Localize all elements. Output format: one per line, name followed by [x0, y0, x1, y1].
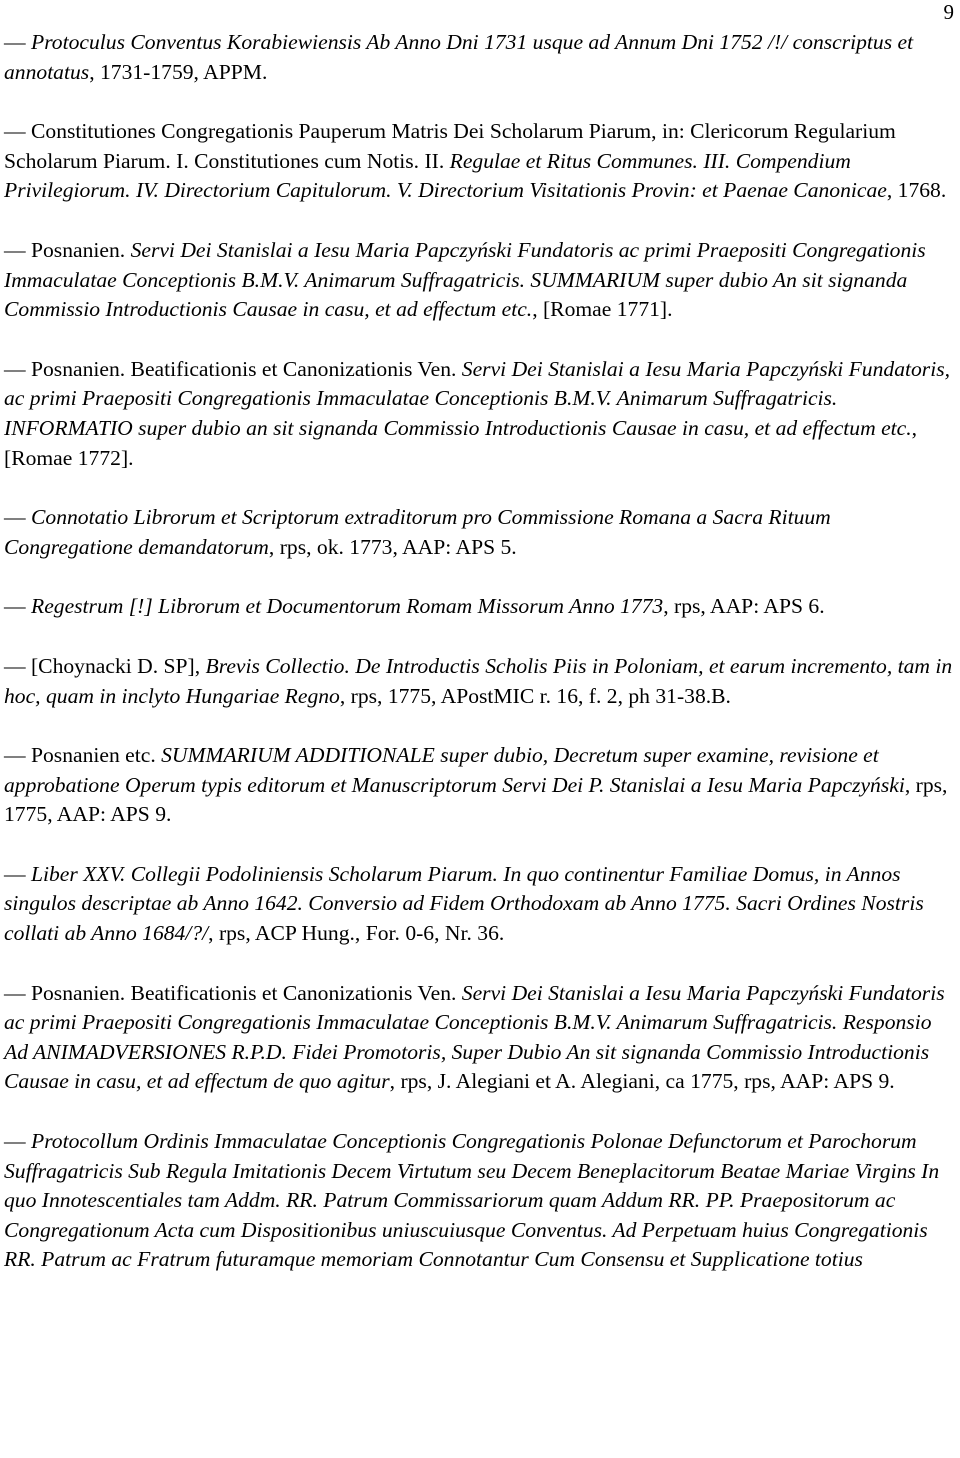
entry-text: — Posnanien.	[4, 237, 131, 262]
entry-title-italic: Regestrum [!] Librorum et Documentorum Romam Missorum Anno 1773	[31, 594, 664, 619]
entry-title-italic: Connotatio Librorum et Scriptorum extraditorum pro Commissione Romana a Sacra Rituum Congregatione demandatorum	[4, 505, 831, 559]
entry-text: , rps, ok. 1773, AAP: APS 5.	[268, 534, 517, 559]
entry-title-italic: Liber XXV. Collegii Podoliniensis Scholarum Piarum. In quo continentur Familiae Domus, in Annos singulos descriptae ab Anno 1642. Conversio ad Fidem Orthodoxam ab Anno 1775. Sacri Ordines Nostris collati ab Anno 1684/?/	[4, 861, 924, 946]
bibliography-entry	[4, 652, 956, 711]
entry-title-italic: SUMMARIUM ADDITIONALE super dubio, Decretum super examine, revisione et approbatione Operum typis editorum et Manuscriptorum Servi Dei P. Stanislai a Iesu Maria Papczyński	[4, 743, 905, 797]
entry-text: —	[4, 1129, 31, 1154]
entry-title-italic: Protoculus Conventus Korabiewiensis Ab Anno Dni 1731 usque ad Annum Dni 1752 /!/ conscriptus et annotatus	[4, 30, 914, 84]
entry-title-italic: Servi Dei Stanislai a Iesu Maria Papczyński Fundatoris ac primi Praepositi Congregationis Immaculatae Conceptionis B.M.V. Animarum Suffragatricis. Responsio Ad ANIMADVERSIONES R.P.D. Fidei Promotoris, Super Dubio An sit signanda Commissio Introductionis Causae in casu, et ad effectum de quo agitur	[4, 980, 945, 1094]
entry-title-italic: Servi Dei Stanislai a Iesu Maria Papczyński Fundatoris ac primi Praepositi Congregationis Immaculatae Conceptionis B.M.V. Animarum Suffragatricis. SUMMARIUM super dubio An sit signanda Commissio Introductionis Causae in casu, et ad effectum etc.	[4, 237, 926, 322]
entry-text: , rps, 1775, AAP: APS 9.	[4, 772, 948, 827]
entry-title-italic: Servi Dei Stanislai a Iesu Maria Papczyński Fundatoris, ac primi Praepositi Congregationis Immaculatae Conceptionis B.M.V. Animarum Suffragatricis. INFORMATIO super dubio an sit signanda Commissio Introductionis Causae in casu, et ad effectum etc.	[4, 356, 950, 440]
entry-title-italic: Regulae et Ritus Communes. III. Compendium Privilegiorum. IV. Directorium Capitulorum. V. Directorium Visitationis Provin: et Paenae Canonicae	[4, 148, 887, 203]
bibliography-entry	[4, 355, 956, 473]
bibliography-entry	[4, 979, 956, 1097]
bibliography-entry	[4, 860, 956, 949]
bibliography-entry	[4, 592, 956, 622]
entry-text: , 1768.	[886, 178, 947, 203]
bibliography-entry	[4, 117, 956, 206]
entry-text: — Posnanien. Beatificationis et Canonizationis Ven.	[4, 980, 462, 1005]
bibliography-entry	[4, 503, 956, 562]
entry-text: —	[4, 594, 31, 619]
entry-text: , rps, ACP Hung., For. 0-6, Nr. 36.	[208, 921, 505, 946]
entry-text: , [Romae 1771].	[532, 297, 673, 322]
bibliography-entry	[4, 236, 956, 325]
page-number: 9	[943, 0, 954, 24]
entry-text: — [Choynacki D. SP],	[4, 653, 206, 678]
entry-text: — Posnanien etc.	[4, 743, 162, 768]
entry-title-italic: Brevis Collectio. De Introductis Scholis Piis in Poloniam, et earum incremento, tam in hoc, quam in inclyto Hungariae Regno	[4, 653, 953, 708]
entry-text: —	[4, 30, 31, 54]
entry-text: , [Romae 1772].	[4, 415, 918, 470]
bibliography-entry	[4, 28, 956, 87]
entry-text: , rps, 1775, APostMIC r. 16, f. 2, ph 31-38.B.	[339, 683, 731, 708]
bibliography-entry	[4, 1127, 956, 1275]
entry-title-italic: Protocollum Ordinis Immaculatae Conceptionis Congregationis Polonae Defunctorum et Parochorum Suffragatricis Sub Regula Imitationis Decem Virtutum seu Decem Beneplacitorum Beatae Mariae Virgins In quo Innotescentiales tam Addm. RR. Patrum Commissariorum quam Addum RR. PP. Praepositorum ac Congregationum Acta cum Dispositionibus uniuscuiusque Conventus. Ad Perpetuam huius Congregationis RR. Patrum ac Fratrum futuramque memoriam Connotantur Cum Consensu et Supplicatione totius	[4, 1129, 940, 1272]
entry-text: — Posnanien. Beatificationis et Canonizationis Ven.	[4, 356, 462, 381]
bibliography-list	[4, 28, 956, 1305]
entry-text: , rps, J. Alegiani et A. Alegiani, ca 1775, rps, AAP: APS 9.	[389, 1069, 895, 1094]
bibliography-entry	[4, 741, 956, 830]
entry-text: , 1731-1759, APPM.	[89, 59, 268, 84]
entry-text: — Constitutiones Congregationis Pauperum Matris Dei Scholarum Piarum, in: Clericorum Regularium Scholarum Piarum. I. Constitutiones cum Notis. II.	[4, 119, 896, 173]
entry-text: —	[4, 505, 31, 530]
entry-text: , rps, AAP: APS 6.	[663, 594, 825, 619]
entry-text: —	[4, 861, 31, 886]
